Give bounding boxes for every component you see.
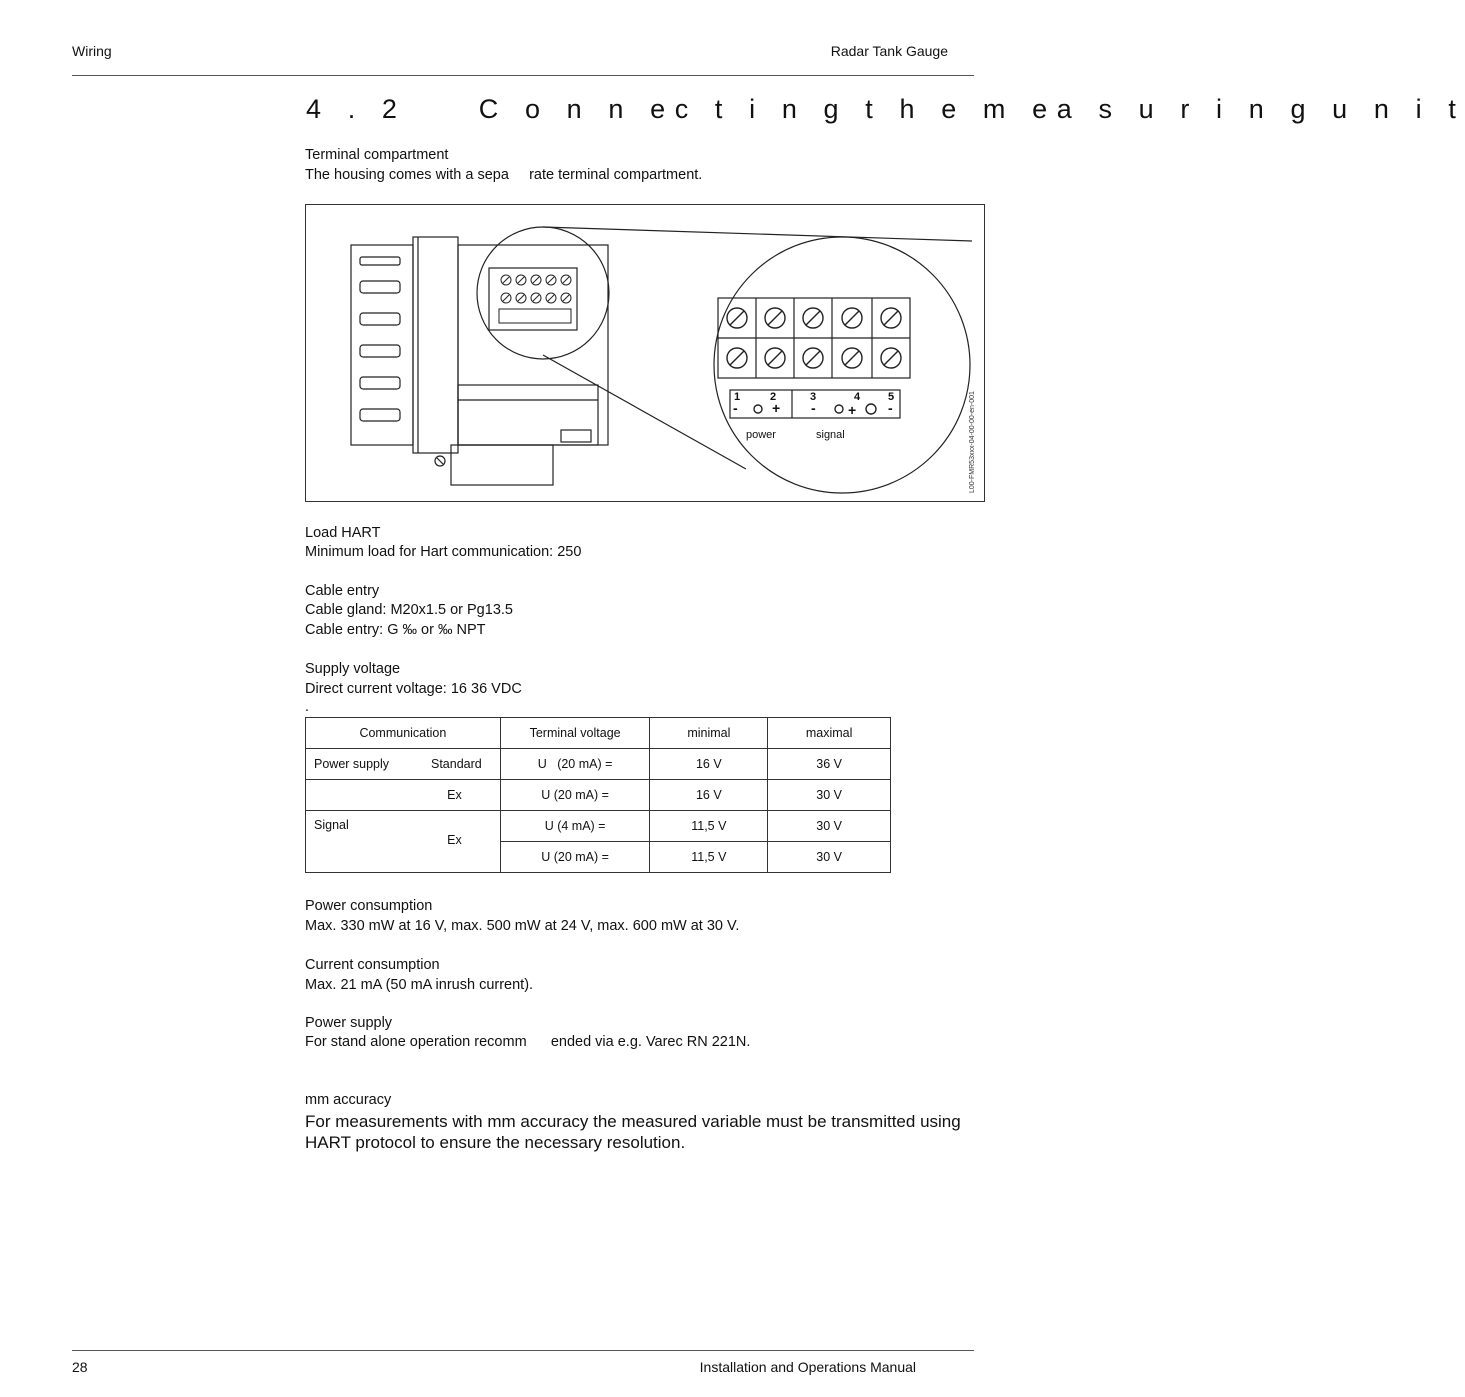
supply-voltage-label: Supply voltage [305,661,401,677]
table-header-cell: minimal [650,718,768,749]
page-number: 28 [72,1359,88,1375]
load-hart-text: Minimum load for Hart communication: 250 [305,544,582,560]
row-sublabel: Ex [447,788,462,802]
table-cell: U (20 mA) = [500,842,650,873]
row-label: Power supply [314,757,390,771]
section-title [306,94,1465,125]
footer-rule [72,1350,974,1351]
terminal-compartment-figure [305,204,985,502]
table-row [306,811,891,842]
supply-voltage-dot: . [305,699,310,715]
terminal-number-4: 4 [854,391,861,403]
footer-manual-title: Installation and Operations Manual [699,1359,916,1375]
cable-entry-label: Cable entry [305,583,380,599]
table-cell: 30 V [768,842,891,873]
supply-voltage-text: Direct current voltage: 16 36 VDC [305,681,522,697]
terminal-number-1: 1 [734,391,741,403]
terminal-sign-1: - [733,400,738,416]
table-header-cell: Terminal voltage [500,718,650,749]
row-label: Signal [314,818,349,832]
power-supply-label: Power supply [305,1015,393,1031]
zoom-circle [714,237,970,493]
terminal-sign-5: - [888,400,893,416]
terminal-sign-4: + [848,402,857,418]
signal-label: signal [816,429,845,441]
table-cell: 16 V [650,780,768,811]
current-consumption-label: Current consumption [305,957,440,973]
terminal-sign-3: - [811,400,816,416]
load-hart-label: Load HART [305,525,381,541]
terminal-sign-2: + [772,400,781,416]
table-cell: 36 V [768,749,891,780]
mm-accuracy-label: mm accuracy [305,1092,392,1108]
header-rule [72,75,974,76]
cable-entry-text: Cable entry: G ‰ or ‰ NPT [305,622,486,638]
figure-id: L00-FMR53xxx-04-00-00-en-001 [969,391,976,493]
power-supply-text: For stand alone operation recomm ended via e.g. Varec RN 221N. [305,1034,751,1050]
terminal-compartment-text: The housing comes with a sepa rate terminal compartment. [305,167,703,183]
table-cell: 16 V [650,749,768,780]
table-cell: 30 V [768,780,891,811]
current-consumption-text: Max. 21 mA (50 mA inrush current). [305,977,534,993]
terminal-compartment-label: Terminal compartment [305,147,449,163]
table-header-cell: Communication [306,718,501,749]
power-consumption-text: Max. 330 mW at 16 V, max. 500 mW at 24 V, max. 600 mW at 30 V. [305,918,740,934]
table-cell: 11,5 V [650,811,768,842]
supply-voltage-table [305,717,891,873]
terminal-number-3: 3 [810,391,817,403]
row-sublabel: Ex [447,833,462,847]
wiring-diagram [306,205,986,503]
table-cell [306,811,501,873]
table-row [306,749,891,780]
table-cell: U (4 mA) = [500,811,650,842]
row-sublabel: Standard [430,757,482,771]
running-header-title: Radar Tank Gauge [830,43,948,59]
section-heading: C o n n ec t i n g t h e m ea s u r i n g u n i t [478,94,1465,124]
power-consumption-label: Power consumption [305,898,433,914]
table-cell: U (20 mA) = [500,780,650,811]
mm-accuracy-text: For measurements with mm accuracy the measured variable must be transmitted using HART protocol to ensure the necessary resolution. [305,1112,961,1152]
running-header-section: Wiring [72,43,112,59]
table-header-cell: maximal [768,718,891,749]
table-cell [306,780,501,811]
section-number: 4 . 2 [306,94,407,124]
terminal-number-2: 2 [770,391,777,403]
table-cell: U (20 mA) = [500,749,650,780]
table-cell: 11,5 V [650,842,768,873]
table-cell [306,749,501,780]
terminal-number-5: 5 [888,391,895,403]
table-row [306,780,891,811]
table-header-row [306,718,891,749]
power-label: power [746,429,776,441]
table-cell: 30 V [768,811,891,842]
cable-gland-text: Cable gland: M20x1.5 or Pg13.5 [305,602,513,618]
